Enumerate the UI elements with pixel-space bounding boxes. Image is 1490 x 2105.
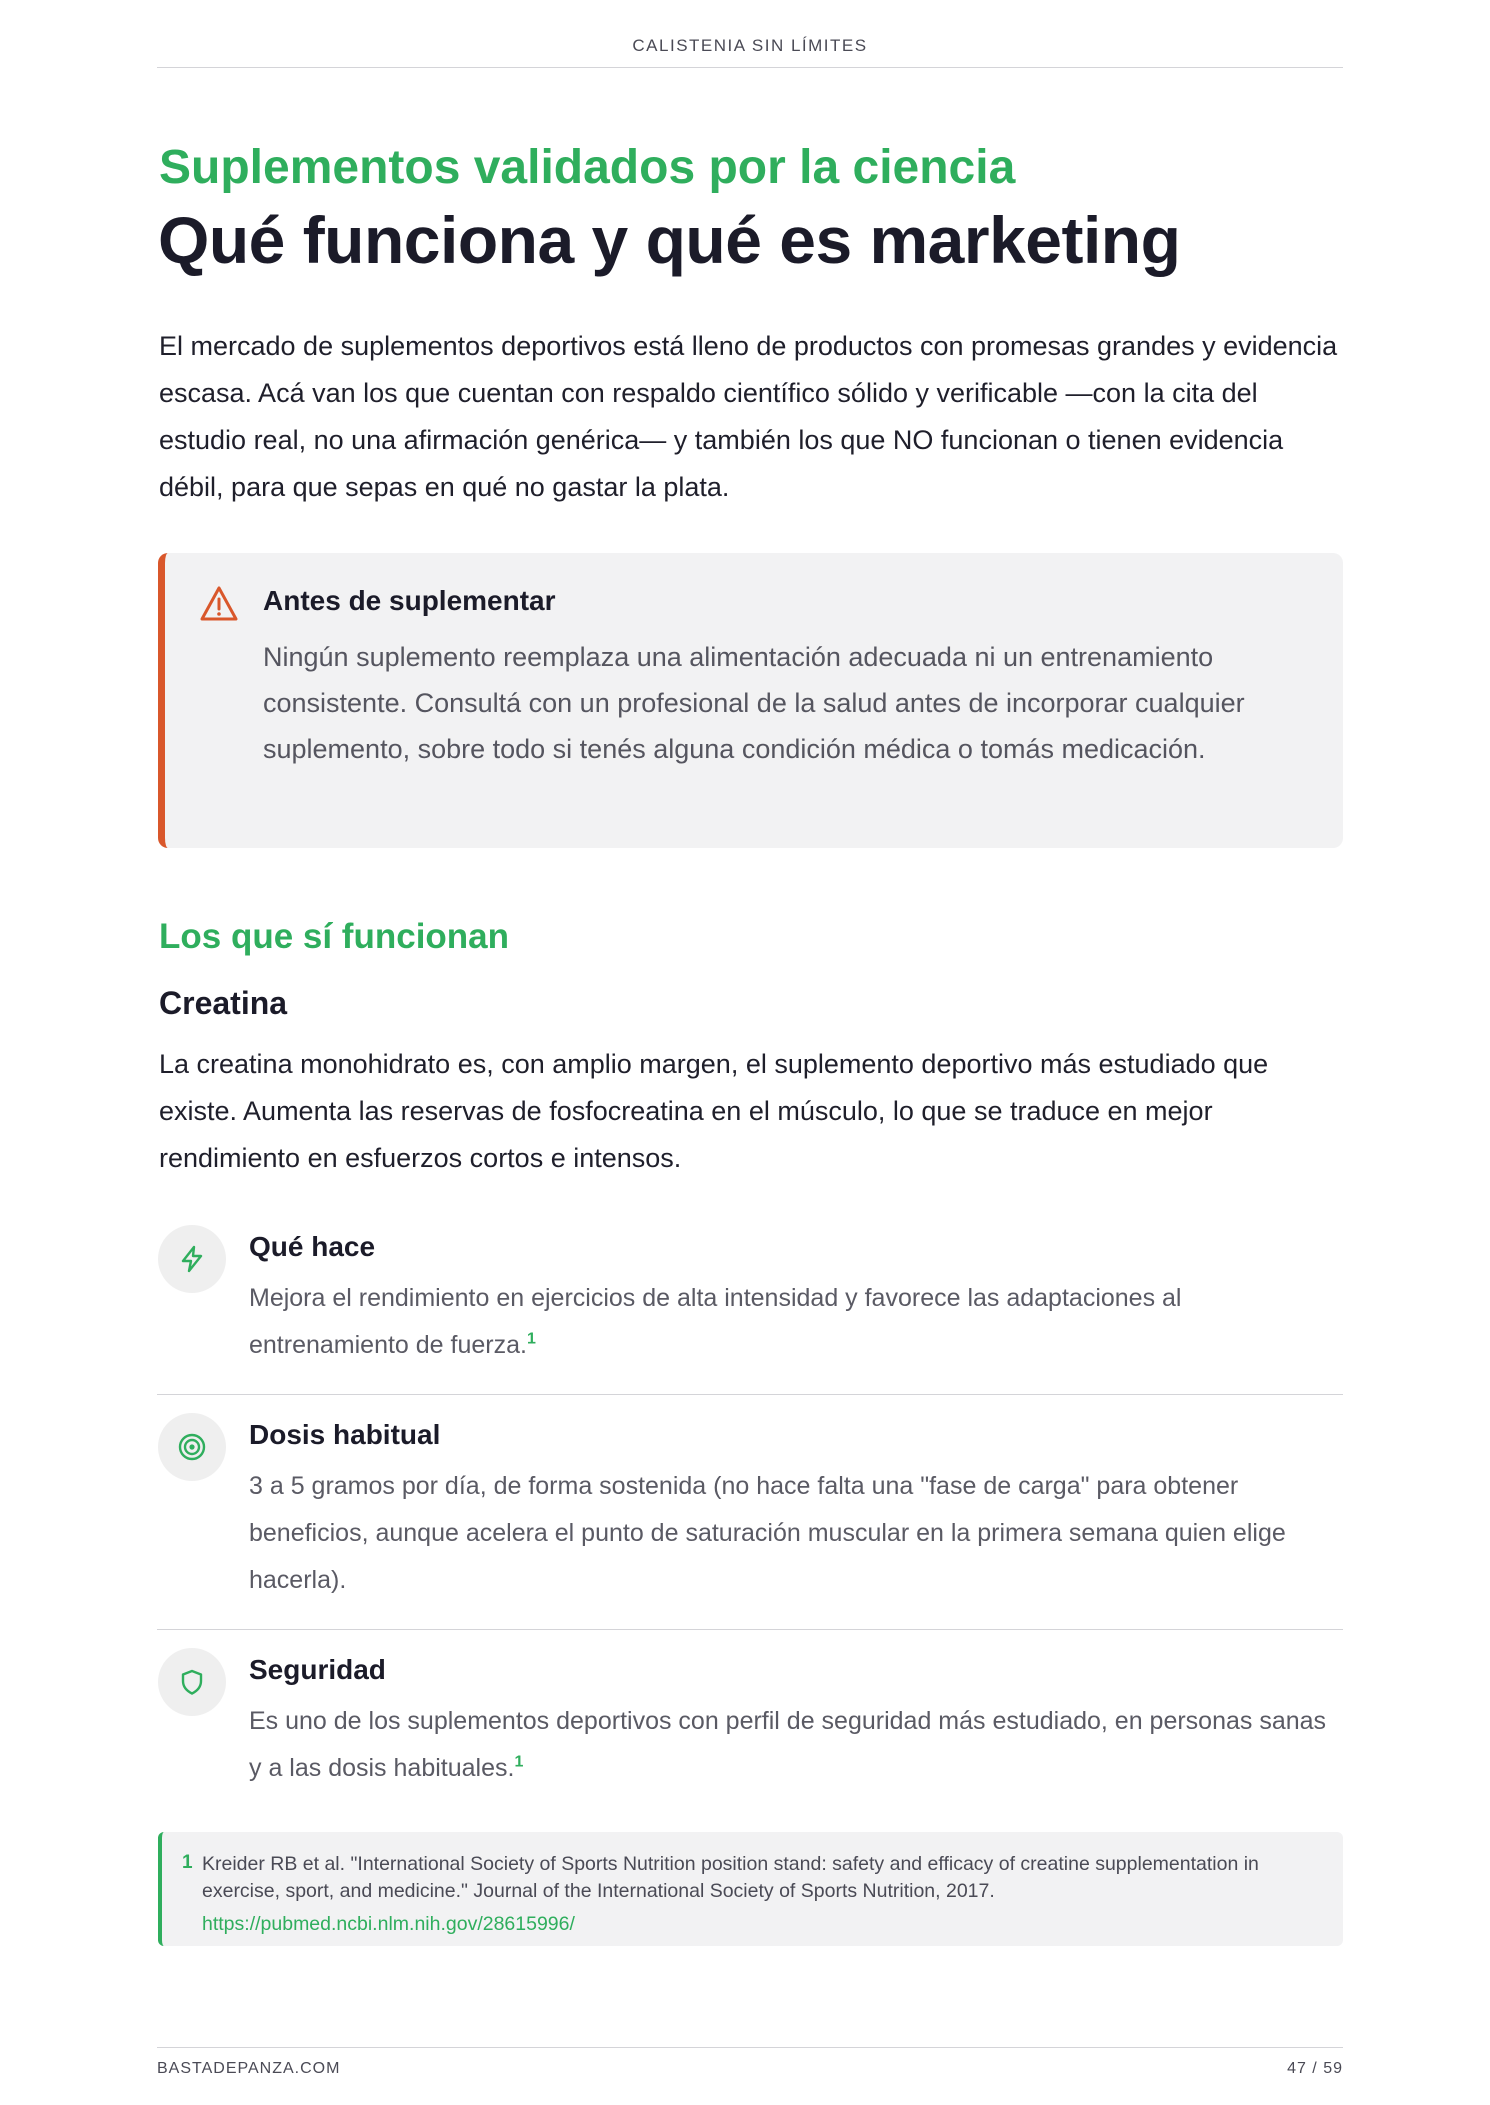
feature-text-body: Mejora el rendimiento en ejercicios de alta intensidad y favorece las adaptaciones al entrenamiento de fuerza. <box>249 1284 1182 1359</box>
page-title: Qué funciona y qué es marketing <box>158 203 1181 277</box>
intro-paragraph: El mercado de suplementos deportivos está lleno de productos con promesas grandes y evidencia escasa. Acá van los que cuentan con respaldo científico sólido y verificable —con la cita del estudio real, no una afirmación genérica— y también los que NO funcionan o tienen evidencia débil, para que sepas en qué no gastar la plata. <box>159 331 1338 502</box>
footnote-ref[interactable]: 1 <box>526 1330 536 1348</box>
article-kicker: Suplementos validados por la ciencia <box>159 141 1016 194</box>
feature-text: 3 a 5 gramos por día, de forma sostenida (no hace falta una "fase de carga" para obtener beneficios, aunque acelera el punto de saturación muscular en la primera semana quien elige hacerla). <box>249 1472 1286 1594</box>
feature-text-body: Es uno de los suplementos deportivos con perfil de seguridad más estudiado, en personas sanas y a las dosis habituales. <box>249 1707 1327 1782</box>
feature-title: Dosis habitual <box>249 1419 441 1450</box>
section-heading: Los que sí funcionan <box>159 917 510 956</box>
feature-icon-circle <box>158 1648 226 1716</box>
feature-icon-circle <box>158 1225 226 1293</box>
supplement-description: La creatina monohidrato es, con amplio margen, el suplemento deportivo más estudiado que existe. Aumenta las reservas de fosfocreatina en el músculo, lo que se traduce en mejor rendimiento en esfuerzos cortos e intensos. <box>159 1049 1269 1173</box>
footer-rule <box>157 2047 1343 2048</box>
divider <box>157 1629 1343 1630</box>
feature-icon-circle <box>158 1413 226 1481</box>
footnote-box <box>158 1832 1343 1946</box>
page-indicator: 47 / 59 <box>1287 2060 1343 2077</box>
running-header: CALISTENIA SIN LÍMITES <box>632 36 868 55</box>
footnote-number: 1 <box>182 1852 193 1873</box>
divider <box>157 1394 1343 1395</box>
target-icon <box>178 1433 206 1461</box>
feature-title: Seguridad <box>249 1654 386 1685</box>
warning-text: Ningún suplemento reemplaza una alimentación adecuada ni un entrenamiento consistente. Consultá con un profesional de la salud antes de incorporar cualquier suplemento, sobre todo si tenés alguna condición médica o tomás medicación. <box>263 642 1245 764</box>
shield-icon <box>178 1668 206 1696</box>
feature-text <box>249 1698 1339 1792</box>
footer-site: BASTADEPANZA.COM <box>157 2060 341 2077</box>
feature-text <box>249 1275 1339 1369</box>
footnote-text: Kreider RB et al. "International Society of Sports Nutrition position stand: safety and efficacy of creatine supplementation in exercise, sport, and medicine." Journal of the International Society of Sports Nutrition, 2017. <box>202 1853 1259 1902</box>
warning-callout <box>158 553 1343 848</box>
warning-triangle-icon <box>199 585 239 623</box>
lightning-bolt-icon <box>178 1245 206 1273</box>
footnote-ref[interactable]: 1 <box>514 1753 524 1771</box>
header-rule <box>157 67 1343 68</box>
feature-title: Qué hace <box>249 1231 376 1262</box>
footnote-link[interactable]: https://pubmed.ncbi.nlm.nih.gov/28615996/ <box>202 1913 575 1935</box>
supplement-name: Creatina <box>159 985 288 1021</box>
warning-title: Antes de suplementar <box>263 585 556 616</box>
document-page <box>157 0 1343 2105</box>
